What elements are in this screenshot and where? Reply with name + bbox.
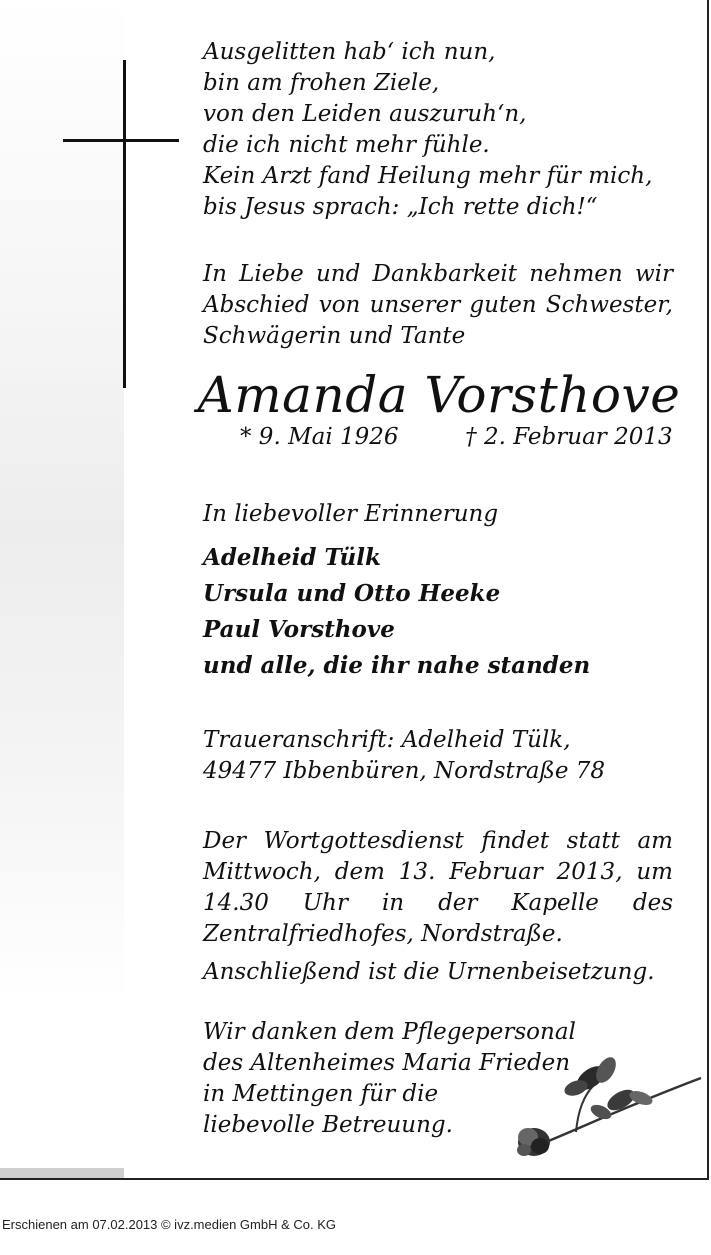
poem-line: bis Jesus sprach: „Ich rette dich!“ bbox=[203, 194, 598, 220]
side-panel-base bbox=[0, 1168, 124, 1178]
thanks-line: des Altenheimes Maria Frieden bbox=[203, 1050, 571, 1076]
address-line: Traueranschrift: Adelheid Tülk, bbox=[203, 727, 571, 753]
poem-line: Kein Arzt fand Heilung mehr für mich, bbox=[203, 163, 653, 189]
birth-date: * 9. Mai 1926 bbox=[240, 424, 399, 450]
poem-line: von den Leiden auszuruh‘n, bbox=[203, 101, 527, 127]
mourner: Paul Vorsthove bbox=[203, 616, 395, 643]
deceased-name: Amanda Vorsthove bbox=[197, 366, 681, 424]
cross-vertical-bar bbox=[123, 60, 126, 388]
rose-icon bbox=[506, 1040, 706, 1170]
cross-horizontal-bar bbox=[63, 139, 179, 142]
death-date: † 2. Februar 2013 bbox=[465, 424, 673, 450]
service-info: Der Wortgottesdienst findet statt am Mittwoch, dem 13. Februar 2013, um 14.30 Uhr in der Kapelle des Zentralfriedhofes, Nordstraße. bbox=[203, 828, 673, 947]
mourner: und alle, die ihr nahe standen bbox=[203, 652, 591, 679]
poem-line: Ausgelitten hab‘ ich nun, bbox=[203, 39, 496, 65]
mourner: Adelheid Tülk bbox=[203, 544, 381, 571]
life-dates bbox=[240, 424, 673, 450]
publication-footer: Erschienen am 07.02.2013 © ivz.medien GmbH & Co. KG bbox=[2, 1217, 337, 1232]
mourner: Ursula und Otto Heeke bbox=[203, 580, 501, 607]
thanks-line: in Mettingen für die bbox=[203, 1081, 439, 1107]
mourning-address bbox=[203, 725, 673, 787]
poem-line: die ich nicht mehr fühle. bbox=[203, 132, 490, 158]
intro-text: In Liebe und Dankbarkeit nehmen wir Abschied von unserer guten Schwester, Schwägerin und Tante bbox=[203, 261, 673, 349]
memory-line: In liebevoller Erinnerung bbox=[203, 501, 499, 527]
mourners-list bbox=[203, 540, 673, 684]
poem bbox=[203, 37, 673, 223]
thanks-line: liebevolle Betreuung. bbox=[203, 1112, 453, 1138]
address-line: 49477 Ibbenbüren, Nordstraße 78 bbox=[203, 758, 606, 784]
thanks-line: Wir danken dem Pflegepersonal bbox=[203, 1019, 576, 1045]
poem-line: bin am frohen Ziele, bbox=[203, 70, 440, 96]
burial-info: Anschließend ist die Urnenbeisetzung. bbox=[203, 959, 655, 985]
side-gradient-panel bbox=[0, 0, 124, 1178]
